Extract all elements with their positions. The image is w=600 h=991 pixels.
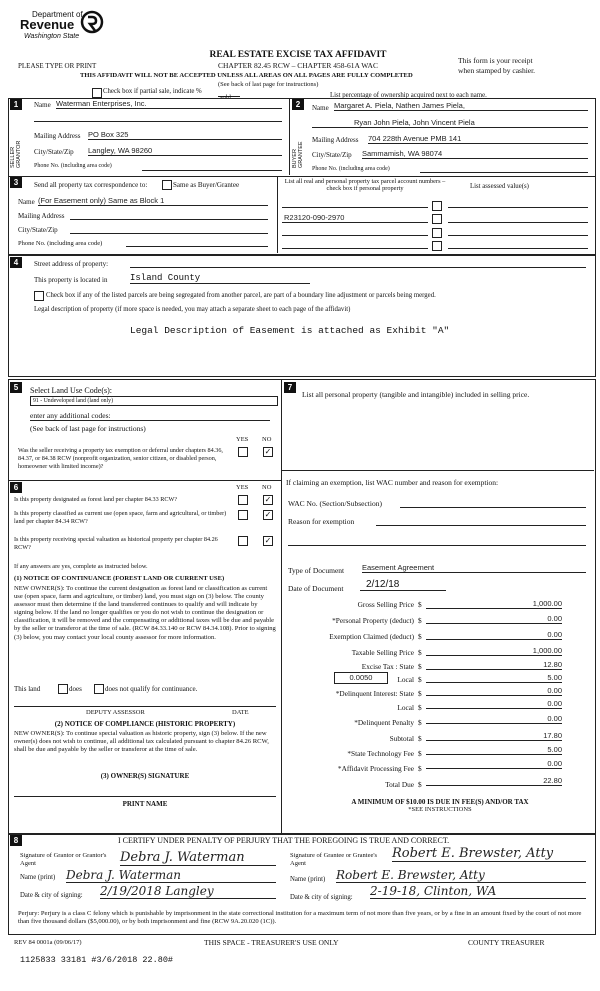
q6-3-no[interactable]: ✓ <box>264 536 272 545</box>
parcel-checkbox-2[interactable] <box>432 214 442 224</box>
form-title: REAL ESTATE EXCISE TAX AFFIDAVIT <box>209 50 387 60</box>
corr-phone-label: Phone No. (including area code) <box>18 240 103 247</box>
excise-local-label: Local <box>397 675 414 684</box>
doc-type-field[interactable]: Easement Agreement <box>362 563 586 573</box>
does-label: does <box>69 685 82 693</box>
notice1-text: NEW OWNER(S): To continue the current designation as forest land or classification as current use (open space, farm and agriculture, or timber) land, you must sign on (3) below. The county assessor must then determine if the land transferred continues to qualify and will indicate by signing below. If the land no longer qualifies or you do not wish to continue the designation or classification, it will be removed and the compensating or additional taxes will be due and payable by the seller or transferor at the time of sale. (RCW 84.33.140 or RCW 84.34.108). Prior to signing (3) below, you may contact your local county assessor for more information. <box>14 585 276 641</box>
q6-1-no[interactable]: ✓ <box>264 495 272 504</box>
gross-label: Gross Selling Price <box>357 600 414 609</box>
dollar-sign: $ <box>418 734 422 743</box>
dollar-sign: $ <box>418 600 422 609</box>
section-4-number: 4 <box>10 257 22 268</box>
cashier-stamp: 1125833 33181 #3/6/2018 22.80# <box>20 955 174 965</box>
dollar-sign: $ <box>418 632 422 641</box>
dollar-sign: $ <box>418 764 422 773</box>
personal-property-label: List all personal property (tangible and intangible) included in selling price. <box>302 390 530 399</box>
does-not-label: does not qualify for continuance. <box>105 685 198 693</box>
excise-state-value[interactable]: 12.80 <box>426 660 562 670</box>
delinq-int-local-value[interactable]: 0.00 <box>426 699 562 709</box>
grantee-name-field[interactable]: Robert E. Brewster, Atty <box>336 868 586 883</box>
taxable-value[interactable]: 1,000.00 <box>426 646 562 656</box>
county-field[interactable]: Island County <box>130 273 310 284</box>
this-land-label: This land <box>14 685 41 693</box>
subtotal-value[interactable]: 17.80 <box>426 731 562 741</box>
seller-name-label: Name <box>34 101 51 109</box>
gross-value[interactable]: 1,000.00 <box>426 599 562 609</box>
send-corr-label: Send all property tax correspondence to: <box>34 181 148 189</box>
does-not-checkbox[interactable] <box>94 684 104 694</box>
wac-label: WAC No. (Section/Subsection) <box>288 499 382 508</box>
total-due-value[interactable]: 22.80 <box>426 776 562 786</box>
additional-codes-label: enter any additional codes: <box>30 411 111 420</box>
if-yes-note: If any answers are yes, complete as instructed below. <box>14 563 148 570</box>
grantor-sig-label: Signature of Grantor or Grantor's Agent <box>20 852 107 867</box>
notice1-title: (1) NOTICE OF CONTINUANCE (FOREST LAND OR CURRENT USE) <box>14 575 225 582</box>
grantee-sig-label: Signature of Grantee or Grantee's Agent <box>290 852 378 867</box>
tech-fee-label: *State Technology Fee <box>347 749 414 758</box>
buyer-mail-label: Mailing Address <box>312 136 359 144</box>
dept-line2: Revenue <box>20 17 75 32</box>
notice2-title: (2) NOTICE OF COMPLIANCE (HISTORIC PROPERTY) <box>54 720 236 728</box>
list-pct-label: List percentage of ownership acquired next to each name. <box>330 92 487 99</box>
certify-statement: I CERTIFY UNDER PENALTY OF PERJURY THAT THE FOREGOING IS TRUE AND CORRECT. <box>118 836 450 845</box>
section-5-number: 5 <box>10 382 22 393</box>
dollar-sign: $ <box>418 648 422 657</box>
parcel-header: List all real and personal property tax parcel account numbers – check box if personal property <box>284 178 446 192</box>
exemption-claimed-value[interactable]: 0.00 <box>426 630 562 640</box>
buyer-side-label: BUYER GRANTEE <box>292 141 304 168</box>
same-as-buyer-checkbox[interactable] <box>162 180 172 190</box>
grantor-date-field[interactable]: 2/19/2018 Langley <box>100 884 276 899</box>
county-treasurer-label: COUNTY TREASURER <box>468 938 545 947</box>
processing-fee-label: *Affidavit Processing Fee <box>337 764 414 773</box>
q6-1: Is this property designated as forest land per chapter 84.33 RCW? <box>14 496 178 503</box>
seller-city-label: City/State/Zip <box>34 148 74 156</box>
q6-3-yes[interactable] <box>238 536 248 546</box>
grantor-name-field[interactable]: Debra J. Waterman <box>66 868 276 883</box>
deputy-assessor-label: DEPUTY ASSESSOR <box>86 709 145 716</box>
warning-line: THIS AFFIDAVIT WILL NOT BE ACCEPTED UNLESS ALL AREAS ON ALL PAGES ARE FULLY COMPLETED <box>80 72 413 79</box>
revenue-logo-icon <box>80 10 104 36</box>
q6-1-yes[interactable] <box>238 495 248 505</box>
yes-header-5: YES <box>236 436 249 443</box>
parcel-checkbox-4[interactable] <box>432 241 442 251</box>
grantee-date-field[interactable]: 2-19-18, Clinton, WA <box>370 884 586 899</box>
does-checkbox[interactable] <box>58 684 68 694</box>
grantor-name-label: Name (print) <box>20 874 56 881</box>
corr-name-label: Name <box>18 198 35 206</box>
exemption-label: If claiming an exemption, list WAC number and reason for exemption: <box>286 478 499 487</box>
tech-fee-value[interactable]: 5.00 <box>426 745 562 755</box>
corr-name-field[interactable]: (For Easement only) Same as Block 1 <box>38 196 268 206</box>
grantee-date-label: Date & city of signing: <box>290 894 353 901</box>
grantee-name-label: Name (print) <box>290 876 326 883</box>
section-8-number: 8 <box>10 835 22 846</box>
taxable-label: Taxable Selling Price <box>351 648 414 657</box>
see-back-header: (See back of last page for instructions) <box>218 81 319 88</box>
corr-mail-label: Mailing Address <box>18 212 65 220</box>
section-3-number: 3 <box>10 177 22 188</box>
seller-name-field[interactable]: Waterman Enterprises, Inc. <box>56 99 282 109</box>
receipt-note-2: when stamped by cashier. <box>458 66 536 75</box>
yes-header-6: YES <box>236 484 249 491</box>
sold-label: sold. <box>220 94 233 101</box>
parcel-number[interactable]: R23120-090-2970 <box>284 213 345 222</box>
q6-2-yes[interactable] <box>238 510 248 520</box>
doc-type-label: Type of Document <box>288 566 345 575</box>
minimum-note: A MINIMUM OF $10.00 IS DUE IN FEE(S) AND/OR TAX <box>351 798 529 806</box>
delinq-int-state-label: *Delinquent Interest: State <box>335 689 414 698</box>
segregate-checkbox[interactable] <box>34 291 44 301</box>
partial-sale-label: Check box if partial sale, indicate % <box>103 88 202 95</box>
rev-number: REV 84 0001a (09/06/17) <box>14 939 82 946</box>
personal-prop-label: *Personal Property (deduct) <box>332 616 414 625</box>
print-name-label: PRINT NAME <box>122 800 168 808</box>
excise-state-label: Excise Tax : State <box>361 662 414 671</box>
dollar-sign: $ <box>418 675 422 684</box>
perjury-note: Perjury: Perjury is a class C felony which is punishable by imprisonment in the state correctional institution for a maximum term of not more than five years, or by a fine in an amount fixed by the court of not more than five thousand dollars ($5,000.00), or by both imprisonment and fine (RCW 9A.20.020 (1C)). <box>18 910 582 925</box>
notice2-text: NEW OWNER(S): To continue special valuation as historic property, sign (3) below. If the new owner(s) does not wish to continue, all additional tax calculated pursuant to chapter 84.26 RCW, shall be due and payable by the seller or transferor at the time of sale. <box>14 730 269 753</box>
deputy-date-label: DATE <box>232 709 249 716</box>
q6-2-no[interactable]: ✓ <box>264 510 272 519</box>
please-type: PLEASE TYPE OR PRINT <box>18 62 97 70</box>
land-use-select[interactable]: 91 - Undeveloped land (land only) <box>30 396 278 406</box>
corr-city-label: City/State/Zip <box>18 226 58 234</box>
segregate-label: Check box if any of the listed parcels are being segregated from another parcel, are part of a boundary line adjustment or parcels being merged. <box>46 292 436 299</box>
see-instructions: *SEE INSTRUCTIONS <box>408 806 472 813</box>
seller-mail-field[interactable]: PO Box 325 <box>88 130 282 140</box>
delinq-penalty-value[interactable]: 0.00 <box>426 714 562 724</box>
legal-label: Legal description of property (if more space is needed, you may attach a separate sheet to each page of the affidavit) <box>34 306 351 313</box>
partial-sale-checkbox[interactable] <box>92 88 102 98</box>
section-7-number: 7 <box>284 382 296 393</box>
q6-3: Is this property receiving special valuation as historical property per chapter 84.26 RCW? <box>14 536 218 551</box>
dollar-sign: $ <box>418 616 422 625</box>
section-1-number: 1 <box>10 99 22 110</box>
owner-signature-label: (3) OWNER(S) SIGNATURE <box>100 772 190 780</box>
see-back-5: (See back of last page for instructions) <box>30 424 146 433</box>
located-label: This property is located in <box>34 276 108 284</box>
receipt-note-1: This form is your receipt <box>458 56 533 65</box>
grantor-signature[interactable]: Debra J. Waterman <box>120 850 276 866</box>
dept-line3: Washington State <box>24 33 80 40</box>
q6-2: Is this property classified as current use (open space, farm and agricultural, or timber) land per chapter 84.34 RCW? <box>14 510 227 525</box>
street-label: Street address of property: <box>34 260 109 268</box>
buyer-city-field[interactable]: Sammamish, WA 98074 <box>362 149 588 159</box>
excise-local-value[interactable]: 5.00 <box>426 673 562 683</box>
delinq-int-local-label: Local <box>397 703 414 712</box>
local-rate-field[interactable]: 0.0050 <box>334 672 388 684</box>
buyer-mail-field[interactable]: 704 228th Avenue PMB 141 <box>368 134 588 144</box>
doc-date-label: Date of Document <box>288 584 344 593</box>
delinq-int-state-value[interactable]: 0.00 <box>426 686 562 696</box>
processing-fee-value[interactable]: 0.00 <box>426 759 562 769</box>
buyer-name-label: Name <box>312 104 329 112</box>
buyer-phone-label: Phone No. (including area code) <box>312 166 390 172</box>
q5-1: Was the seller receiving a property tax exemption or deferral under chapters 84.36, 84.37, or 84.38 RCW (nonprofit organization, senior citizen, or disabled person, homeowner with limited income)? <box>18 447 223 470</box>
dor-logo <box>12 10 112 52</box>
buyer-city-label: City/State/Zip <box>312 151 352 159</box>
form-chapter: CHAPTER 82.45 RCW – CHAPTER 458-61A WAC <box>218 61 378 70</box>
subtotal-label: Subtotal <box>389 734 414 743</box>
dollar-sign: $ <box>418 662 422 671</box>
no-header-6: NO <box>262 484 272 491</box>
grantor-date-label: Date & city of signing: <box>20 892 83 899</box>
total-due-label: Total Due <box>385 780 414 789</box>
delinq-penalty-label: *Delinquent Penalty <box>354 718 414 727</box>
treasurer-use-label: THIS SPACE - TREASURER'S USE ONLY <box>204 938 339 947</box>
parcel-checkbox-1[interactable] <box>432 201 442 211</box>
reason-label: Reason for exemption <box>288 517 355 526</box>
section-2-number: 2 <box>292 99 304 110</box>
assessed-header: List assessed value(s) <box>470 183 529 190</box>
buyer-name-field-2[interactable]: Ryan John Piela, John Vincent Piela <box>312 118 588 128</box>
seller-phone-label: Phone No. (including area code) <box>34 163 112 169</box>
legal-description[interactable]: Legal Description of Easement is attached as Exhibit "A" <box>130 325 450 336</box>
dollar-sign: $ <box>418 703 422 712</box>
no-header-5: NO <box>262 436 272 443</box>
dollar-sign: $ <box>418 689 422 698</box>
dept-line1: Department of <box>32 10 83 19</box>
dollar-sign: $ <box>418 780 422 789</box>
dollar-sign: $ <box>418 718 422 727</box>
seller-mail-label: Mailing Address <box>34 132 81 140</box>
doc-date-field[interactable]: 2/12/18 <box>360 579 446 591</box>
seller-side-label: SELLER GRANTOR <box>10 140 22 168</box>
seller-city-field[interactable]: Langley, WA 98260 <box>88 146 282 156</box>
select-land-label: Select Land Use Code(s): <box>30 386 112 395</box>
personal-prop-value[interactable]: 0.00 <box>426 614 562 624</box>
exemption-claimed-label: Exemption Claimed (deduct) <box>329 632 414 641</box>
q5-1-no[interactable]: ✓ <box>264 447 272 456</box>
buyer-name-field-1[interactable]: Margaret A. Piela, Nathen James Piela, <box>334 101 588 111</box>
dollar-sign: $ <box>418 749 422 758</box>
section-6-number: 6 <box>10 482 22 493</box>
q5-1-yes[interactable] <box>238 447 248 457</box>
parcel-checkbox-3[interactable] <box>432 228 442 238</box>
grantee-signature[interactable]: Robert E. Brewster, Atty <box>392 846 586 862</box>
same-as-buyer-label: Same as Buyer/Grantee <box>173 181 240 189</box>
